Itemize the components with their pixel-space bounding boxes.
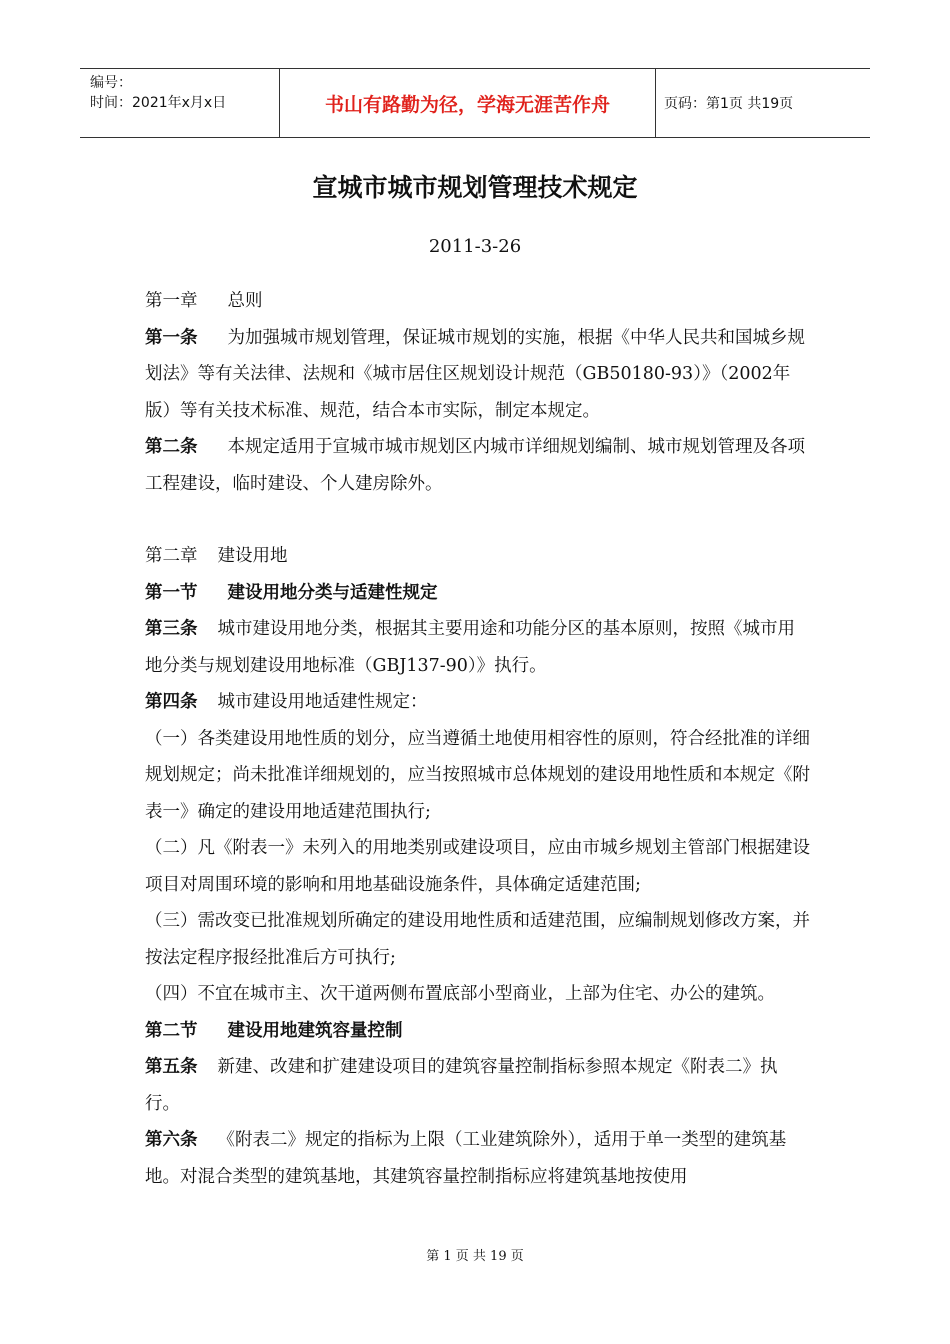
- article-label: 第三条: [145, 619, 198, 639]
- article-label: 第四条: [145, 692, 198, 712]
- document-body: [145, 283, 810, 1195]
- section-heading: [145, 575, 810, 612]
- article-4: [145, 684, 810, 721]
- chapter-label: 第二章: [145, 546, 198, 566]
- chapter-name: 建设用地: [217, 546, 288, 566]
- article-5: [145, 1049, 810, 1122]
- chapter-label: 第一章: [145, 291, 198, 311]
- article-text: 本规定适用于宣城市城市规划区内城市详细规划编制、城市规划管理及各项工程建设，临时建设、个人建房除外。: [145, 437, 805, 494]
- article-text: 城市建设用地分类，根据其主要用途和功能分区的基本原则，按照《城市用地分类与规划建设用地标准（GBJ137-90）》执行。: [145, 619, 795, 676]
- article-label: 第五条: [145, 1057, 198, 1077]
- chapter-heading: [145, 538, 810, 575]
- header-page-info: 页码：第1页 共19页: [664, 96, 794, 112]
- article-text: 城市建设用地适建性规定：: [217, 692, 428, 712]
- header-motto: 书山有路勤为径，学海无涯苦作舟: [280, 69, 656, 137]
- section-heading: [145, 1013, 810, 1050]
- chapter-heading: [145, 283, 810, 320]
- time-label: 时间：2021年x月x日: [90, 95, 227, 111]
- document-title: 宣城市城市规划管理技术规定: [312, 173, 638, 202]
- number-label: 编号：: [90, 75, 132, 91]
- article-text: 为加强城市规划管理，保证城市规划的实施，根据《中华人民共和国城乡规划法》等有关法律、法规和《城市居住区规划设计规范（GB50180-93）》（2002年版）等有关技术标准、规范，结合本市实际，制定本规定。: [145, 327, 805, 421]
- section-label: 第一节: [145, 582, 198, 603]
- page-header: [80, 68, 870, 138]
- article-1: [145, 320, 810, 430]
- article-text: 新建、改建和扩建建设项目的建筑容量控制指标参照本规定《附表二》执行。: [145, 1057, 778, 1114]
- header-meta: [80, 69, 280, 137]
- article-text: 《附表二》规定的指标为上限（工业建筑除外），适用于单一类型的建筑基地。对混合类型的建筑基地，其建筑容量控制指标应将建筑基地按使用: [145, 1130, 787, 1187]
- section-name: 建设用地分类与适建性规定: [227, 582, 438, 603]
- list-item: （三）需改变已批准规划所确定的建设用地性质和适建范围，应编制规划修改方案，并按法定程序报经批准后方可执行;: [145, 911, 810, 968]
- page-footer: 第 1 页 共 19 页: [426, 1249, 524, 1264]
- article-label: 第二条: [145, 437, 198, 457]
- article-label: 第一条: [145, 327, 198, 348]
- chapter-name: 总则: [227, 291, 263, 311]
- article-2: [145, 429, 810, 502]
- document-date: 2011-3-26: [428, 236, 522, 257]
- list-item: （一）各类建设用地性质的划分，应当遵循土地使用相容性的原则，符合经批准的详细规划规定；尚未批准详细规划的，应当按照城市总体规划的建设用地性质和本规定《附表一》确定的建设用地适建范围执行;: [145, 728, 810, 822]
- article-6: [145, 1122, 810, 1195]
- article-3: [145, 611, 810, 684]
- article-label: 第六条: [145, 1130, 198, 1150]
- list-item: （四）不宜在城市主、次干道两侧布置底部小型商业，上部为住宅、办公的建筑。: [145, 984, 775, 1004]
- section-label: 第二节: [145, 1020, 198, 1041]
- section-name: 建设用地建筑容量控制: [227, 1020, 403, 1041]
- list-item: （二）凡《附表一》未列入的用地类别或建设项目，应由市城乡规划主管部门根据建设项目对周围环境的影响和用地基础设施条件，具体确定适建范围;: [145, 838, 810, 895]
